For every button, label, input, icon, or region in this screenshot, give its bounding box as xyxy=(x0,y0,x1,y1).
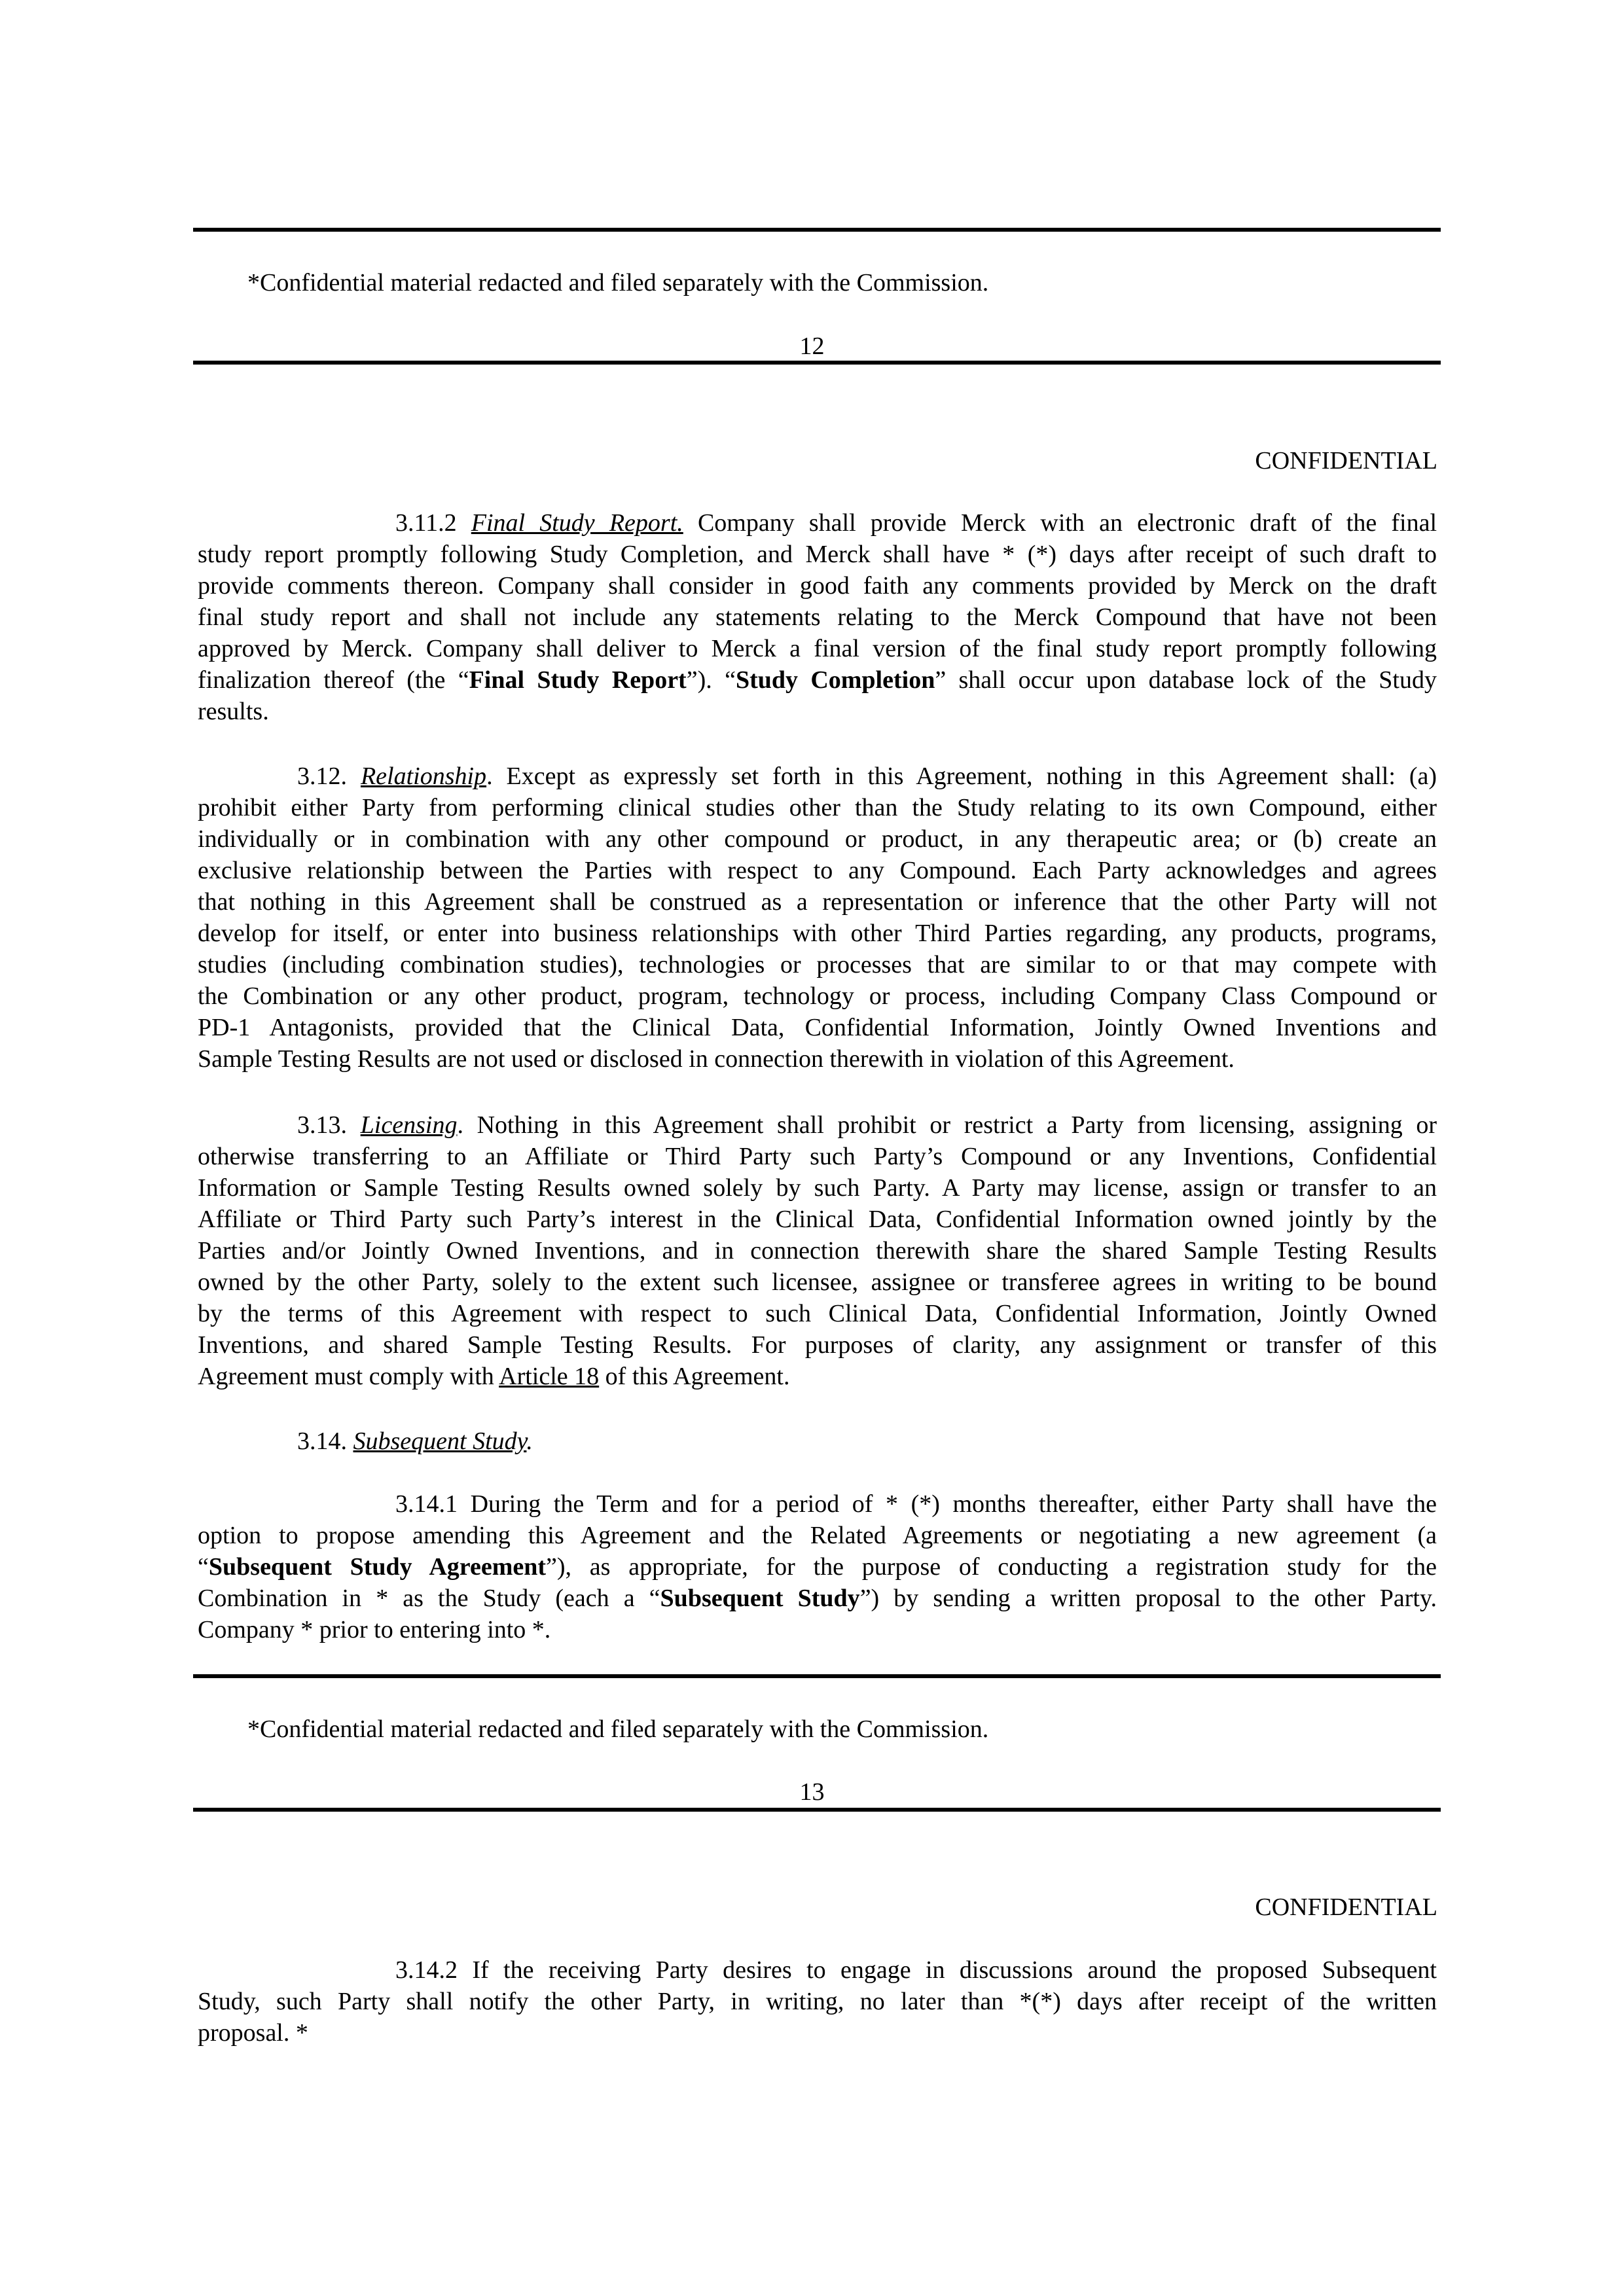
footer-rule-bottom-1 xyxy=(193,361,1441,365)
section-3-14-heading: 3.14. Subsequent Study. xyxy=(297,1427,533,1455)
section-3-12-line-1: 3.12. Relationship. Except as expressly set forth in this Agreement, nothing in this Agreement shall: (a) xyxy=(297,762,1437,790)
section-3-14-2-line-2: Study, such Party shall notify the other Party, in writing, no later than *(*) days after receipt of the written xyxy=(198,1988,1437,2015)
page-number-12: 12 xyxy=(799,332,825,360)
section-3-14-1-line-4: Combination in * as the Study (each a “Subsequent Study”) by sending a written proposal to the other Party. xyxy=(198,1585,1437,1612)
section-3-14-1-line-2: option to propose amending this Agreement and the Related Agreements or negotiating a new agreement (a xyxy=(198,1522,1437,1549)
defined-term-subsequent-study-agreement: Subsequent Study Agreement xyxy=(208,1553,547,1581)
footer-rule-bottom-2 xyxy=(193,1808,1441,1812)
section-3-12-line: the Combination or any other product, program, technology or process, including Company Class Compound or xyxy=(198,982,1437,1010)
section-3-12-line: Sample Testing Results are not used or disclosed in connection therewith in violation of this Agreement. xyxy=(198,1045,1235,1073)
section-3-11-2-line-6: finalization thereof (the “Final Study Report”). “Study Completion” shall occur upon database lock of the Study xyxy=(198,666,1437,694)
section-3-11-2-line: study report promptly following Study Completion, and Merck shall have * (*) days after receipt of such draft to xyxy=(198,541,1437,568)
section-3-11-2-line: provide comments thereon. Company shall consider in good faith any comments provided by Merck on the draft xyxy=(198,572,1437,600)
section-3-14-1 xyxy=(198,1488,1437,1645)
section-3-13-line-last: Agreement must comply with Article 18 of this Agreement. xyxy=(198,1363,790,1390)
section-3-14-1-line-3: “Subsequent Study Agreement”), as appropriate, for the purpose of conducting a registration study for the xyxy=(198,1553,1437,1581)
section-3-12 xyxy=(198,761,1437,1075)
defined-term-study-completion: Study Completion xyxy=(735,666,935,694)
section-3-12-title: Relationship xyxy=(360,762,487,790)
section-3-13-line: Inventions, and shared Sample Testing Results. For purposes of clarity, any assignment or transfer of this xyxy=(198,1331,1437,1359)
section-3-12-line: exclusive relationship between the Parties with respect to any Compound. Each Party acknowledges and agrees xyxy=(198,857,1437,884)
section-3-13-line: Information or Sample Testing Results owned solely by such Party. A Party may license, assign or transfer to an xyxy=(198,1174,1437,1202)
section-3-13-line: by the terms of this Agreement with respect to such Clinical Data, Confidential Information, Jointly Owned xyxy=(198,1300,1437,1327)
confidential-footnote-1: *Confidential material redacted and filed separately with the Commission. xyxy=(247,269,989,296)
section-3-14-2-line-1: 3.14.2 If the receiving Party desires to engage in discussions around the proposed Subsequent xyxy=(395,1956,1437,1984)
section-3-13-line: Affiliate or Third Party such Party’s interest in the Clinical Data, Confidential Information owned jointly by the xyxy=(198,1206,1437,1233)
section-3-11-2-line: approved by Merck. Company shall deliver to Merck a final version of the final study report promptly following xyxy=(198,635,1437,662)
section-3-12-line: individually or in combination with any other compound or product, in any therapeutic area; or (b) create an xyxy=(198,825,1437,853)
section-3-11-2-line-7: results. xyxy=(198,698,269,725)
confidential-header-2: CONFIDENTIAL xyxy=(1255,1893,1437,1921)
section-3-14-1-line-1: 3.14.1 During the Term and for a period of * (*) months thereafter, either Party shall have the xyxy=(395,1490,1437,1518)
section-3-13-title: Licensing xyxy=(360,1111,458,1139)
defined-term-final-study-report: Final Study Report xyxy=(469,666,687,694)
section-3-12-line: PD-1 Antagonists, provided that the Clinical Data, Confidential Information, Jointly Owned Inventions and xyxy=(198,1014,1437,1041)
section-3-13-line: Parties and/or Jointly Owned Inventions, and in connection therewith share the shared Sample Testing Results xyxy=(198,1237,1437,1265)
section-3-12-line: studies (including combination studies), technologies or processes that are similar to or that may compete with xyxy=(198,951,1437,978)
section-3-13 xyxy=(198,1109,1437,1392)
section-3-11-2-line-1: 3.11.2 Final Study Report. Company shall provide Merck with an electronic draft of the final xyxy=(395,509,1437,537)
section-3-11-2-line: final study report and shall not include any statements relating to the Merck Compound that have not been xyxy=(198,603,1437,631)
section-3-12-line: prohibit either Party from performing clinical studies other than the Study relating to its own Compound, either xyxy=(198,794,1437,821)
section-3-11-2 xyxy=(198,507,1437,727)
confidential-header-1: CONFIDENTIAL xyxy=(1255,447,1437,475)
confidential-footnote-2: *Confidential material redacted and filed separately with the Commission. xyxy=(247,1715,989,1743)
defined-term-subsequent-study: Subsequent Study xyxy=(660,1585,860,1612)
section-3-12-line: that nothing in this Agreement shall be construed as a representation or inference that the other Party will not xyxy=(198,888,1437,916)
section-3-14-title: Subsequent Study xyxy=(353,1427,527,1455)
page-number-13: 13 xyxy=(799,1778,825,1806)
section-3-14-1-line-5: Company * prior to entering into *. xyxy=(198,1616,551,1643)
section-3-12-line: develop for itself, or enter into business relationships with other Third Parties regarding, any products, programs, xyxy=(198,920,1437,947)
article-18-reference: Article 18 xyxy=(499,1363,600,1390)
footer-rule-top-2 xyxy=(193,1674,1441,1678)
footer-rule-top-1 xyxy=(193,228,1441,232)
section-3-13-line-1: 3.13. Licensing. Nothing in this Agreement shall prohibit or restrict a Party from licensing, assigning or xyxy=(297,1111,1437,1139)
section-3-13-line: owned by the other Party, solely to the extent such licensee, assignee or transferee agrees in writing to be bound xyxy=(198,1268,1437,1296)
section-3-14-2-line-3: proposal. * xyxy=(198,2019,308,2047)
section-3-13-line: otherwise transferring to an Affiliate or Third Party such Party’s Compound or any Inventions, Confidential xyxy=(198,1143,1437,1170)
section-3-11-2-title: Final Study Report. xyxy=(471,509,683,537)
section-3-14-2 xyxy=(198,1954,1437,2049)
